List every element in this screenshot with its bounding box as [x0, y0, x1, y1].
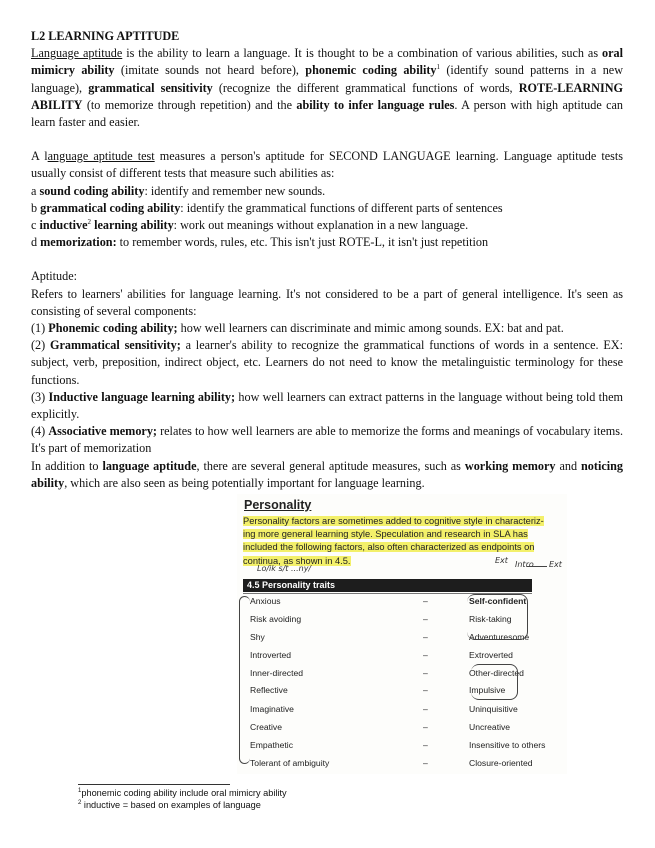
footnote-2: $^2$ inductive = based on examples of language	[78, 799, 261, 810]
abilities-list	[31, 183, 623, 252]
paragraph-general-aptitude: In addition to language aptitude, there are several general aptitude measures, such as working memory and noticing ability, which are also seen as being potentially important for language learning.	[31, 458, 623, 490]
table-row: Anxious – Self-confident	[250, 596, 527, 606]
paragraph-language-aptitude: Language aptitude is the ability to learn a language. It is thought to be a combination of various abilities, such as oral mimicry ability (imitate sounds not heard before), phonemic coding ability$^1$ (identify sound patterns in a new language), grammatical sensitivity (recognize the different grammatical functions of words, ROTE-LEARNING ABILITY (to memorize through repetition) and the ability to infer language rules. A person with high aptitude can learn faster and easier.	[31, 46, 623, 130]
handwritten-note: Intro	[515, 560, 534, 569]
component-4: (4) Associative memory; relates to how well learners are able to memorize the forms and meanings of vocabulary items. It's part of memorization	[31, 424, 624, 456]
aptitude-intro: Refers to learners' abilities for language learning. It's not considered to be a part of general intelligence. It's seen as consisting of several components:	[31, 286, 623, 318]
table-row: Inner-directed – Other-directed	[250, 668, 524, 678]
document-body	[31, 28, 623, 492]
list-item: d memorization: to remember words, rules, etc. This isn't just ROTE-L, it isn't just repetition	[31, 235, 489, 250]
scan-heading: Personality	[244, 498, 312, 512]
component-2: (2) Grammatical sensitivity; a learner's ability to recognize the grammatical functions of words in a sentence. EX: subject, verb, preposition, indirect object, etc. Learners do not need to know the metalinguistic terminology for these functions.	[31, 338, 623, 387]
handwritten-bracket	[471, 664, 518, 700]
handwritten-bracket	[467, 594, 528, 640]
table-row: Introverted – Extroverted	[250, 650, 513, 660]
list-item: a sound coding ability: identify and remember new sounds.	[31, 183, 326, 198]
highlighted-text: Personality factors are sometimes added to cognitive style in characteriz- ing more general learning style. Speculation and research in SLA has included the following factors, also often characterized as endpoints on continua, as shown in 4.5.	[243, 516, 544, 566]
list-item: b grammatical coding ability: identify the grammatical functions of different parts of sentences	[31, 200, 503, 215]
handwritten-bracket	[239, 596, 250, 764]
table-row: Risk avoiding – Risk-taking	[250, 614, 512, 624]
paragraph-aptitude-test: A language aptitude test measures a person's aptitude for SECOND LANGUAGE learning. Language aptitude tests usually consist of different tests that measure such abilities as:	[31, 149, 624, 181]
handwritten-line	[527, 566, 547, 567]
component-3: (3) Inductive language learning ability; how well learners can extract patterns in the language without being told them explicitly.	[31, 389, 623, 422]
footnote-1: $^1$phonemic coding ability include oral mimicry ability	[78, 787, 287, 798]
component-1: (1) Phonemic coding ability; how well learners can discriminate and mimic among sounds. EX: bat and pat.	[31, 321, 564, 336]
table-row: Empathetic – Insensitive to others	[250, 740, 546, 750]
table-row: Tolerant of ambiguity – Closure-oriented	[250, 758, 533, 768]
aptitude-heading: Aptitude:	[31, 269, 78, 284]
handwritten-note: Lo/ik s/t ...ny/	[257, 564, 312, 573]
footnote-ref-2: 2	[87, 217, 92, 226]
list-item: c inductive$^2$ learning ability: work out meanings without explanation in a new language.	[31, 217, 469, 233]
footnote-ref-1: 1	[436, 63, 441, 72]
table-title: 4.5 Personality traits	[243, 579, 532, 592]
table-row: Shy – Adventuresome	[250, 632, 530, 642]
table-row: Creative – Uncreative	[250, 722, 511, 732]
scanned-personality-excerpt	[237, 494, 567, 774]
page-title: L2 LEARNING APTITUDE	[31, 29, 180, 43]
footnote-rule	[78, 784, 230, 785]
handwritten-note: Ext	[495, 556, 508, 565]
term-language-aptitude: Language aptitude	[31, 46, 123, 61]
table-row: Reflective – Impulsive	[250, 685, 506, 695]
table-row: Imaginative – Uninquisitive	[250, 704, 518, 714]
handwritten-note: Ext	[549, 560, 562, 569]
